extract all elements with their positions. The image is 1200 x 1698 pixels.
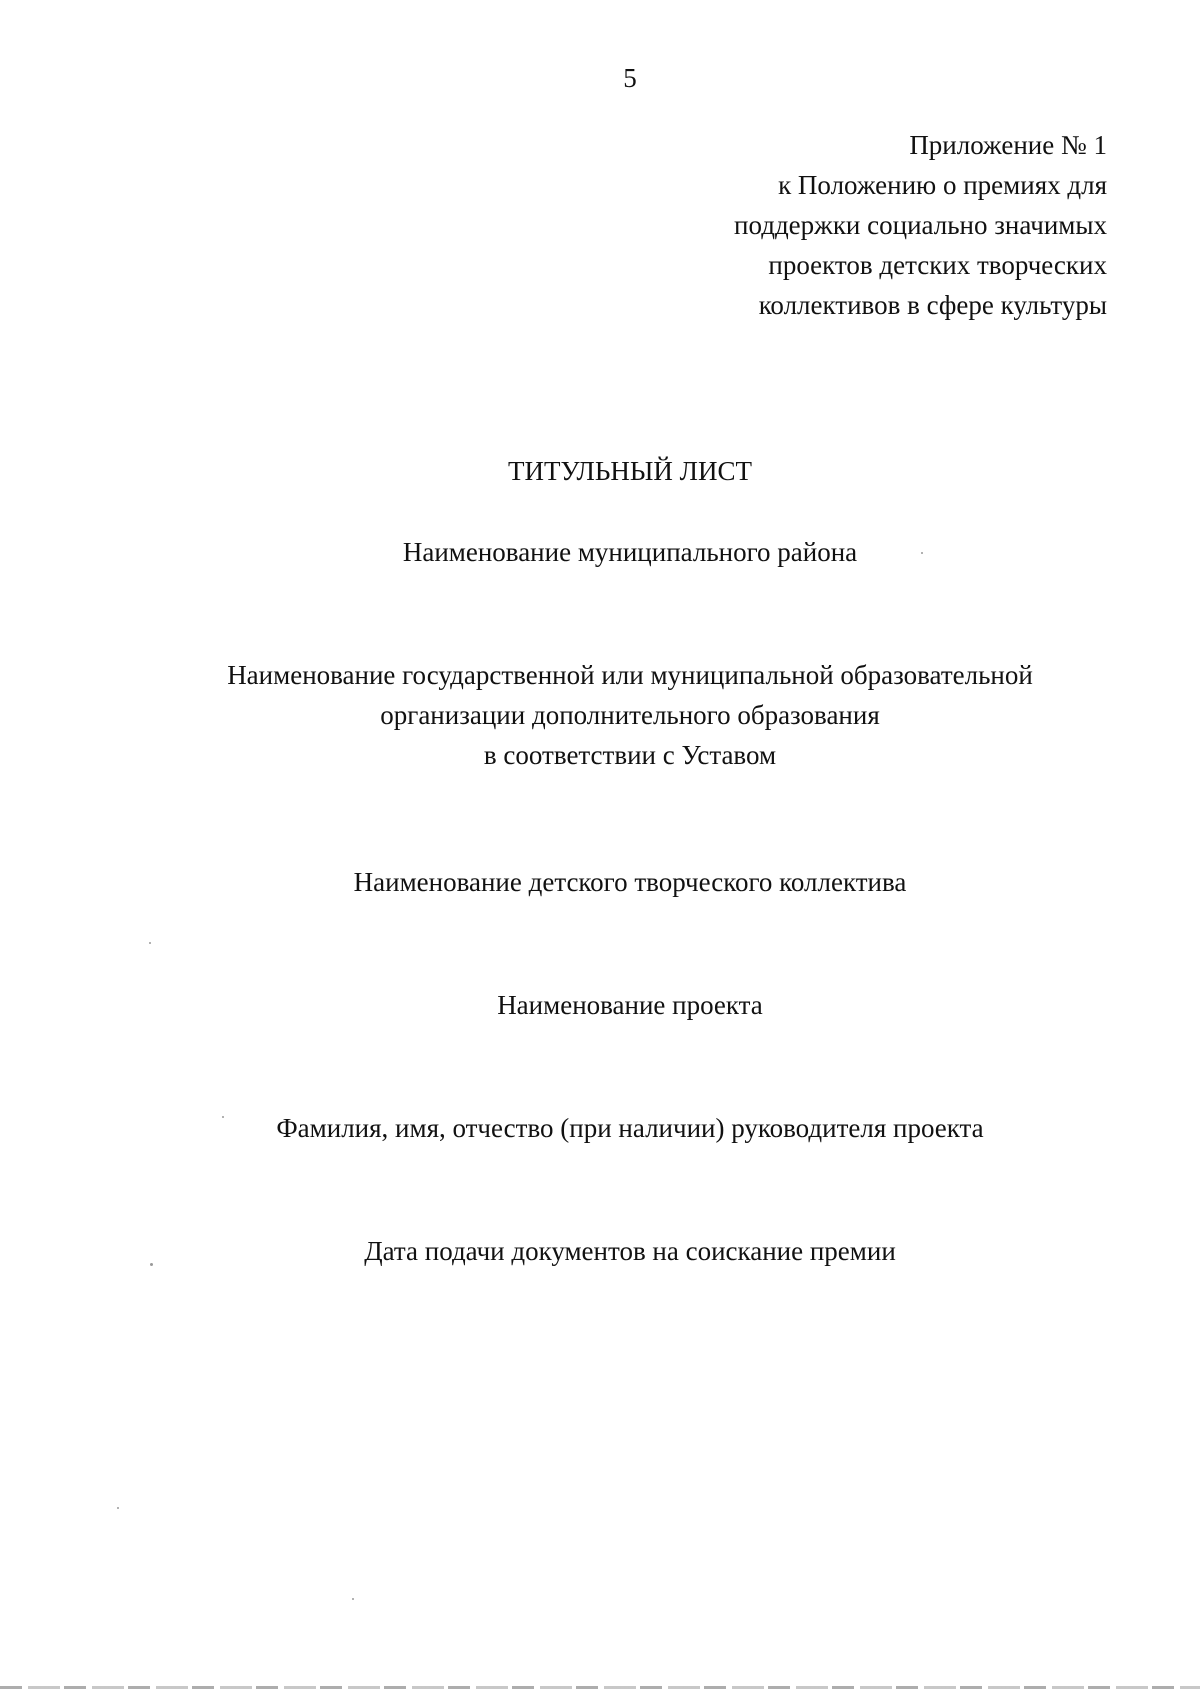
organization-line: в соответствии с Уставом (483, 740, 777, 770)
scan-artifact (352, 1598, 354, 1600)
scan-artifact (117, 1507, 119, 1509)
scan-artifact (150, 1263, 153, 1266)
appendix-line: коллективов в сфере культуры (758, 290, 1107, 320)
appendix-line: проектов детских творческих (768, 250, 1107, 280)
scan-artifact (149, 942, 151, 944)
collective-field: Наименование детского творческого коллектива (353, 867, 907, 897)
appendix-line: к Положению о премиях для (778, 170, 1107, 200)
leader-field: Фамилия, имя, отчество (при наличии) руководителя проекта (276, 1113, 984, 1143)
appendix-line: Приложение № 1 (909, 130, 1107, 160)
appendix-line: поддержки социально значимых (734, 210, 1107, 240)
district-field: Наименование муниципального района (402, 537, 858, 567)
scan-bottom-edge (0, 1686, 1200, 1689)
scan-artifact (921, 552, 923, 554)
document-title: ТИТУЛЬНЫЙ ЛИСТ (508, 456, 752, 486)
organization-line: Наименование государственной или муниципальной образовательной (227, 660, 1033, 690)
scan-artifact (222, 1116, 224, 1118)
project-field: Наименование проекта (497, 990, 763, 1020)
organization-line: организации дополнительного образования (380, 700, 880, 730)
page-number: 5 (623, 63, 637, 93)
appendix-header (587, 125, 1107, 325)
organization-field (0, 655, 1200, 775)
submission-date-field: Дата подачи документов на соискание премии (364, 1236, 896, 1266)
